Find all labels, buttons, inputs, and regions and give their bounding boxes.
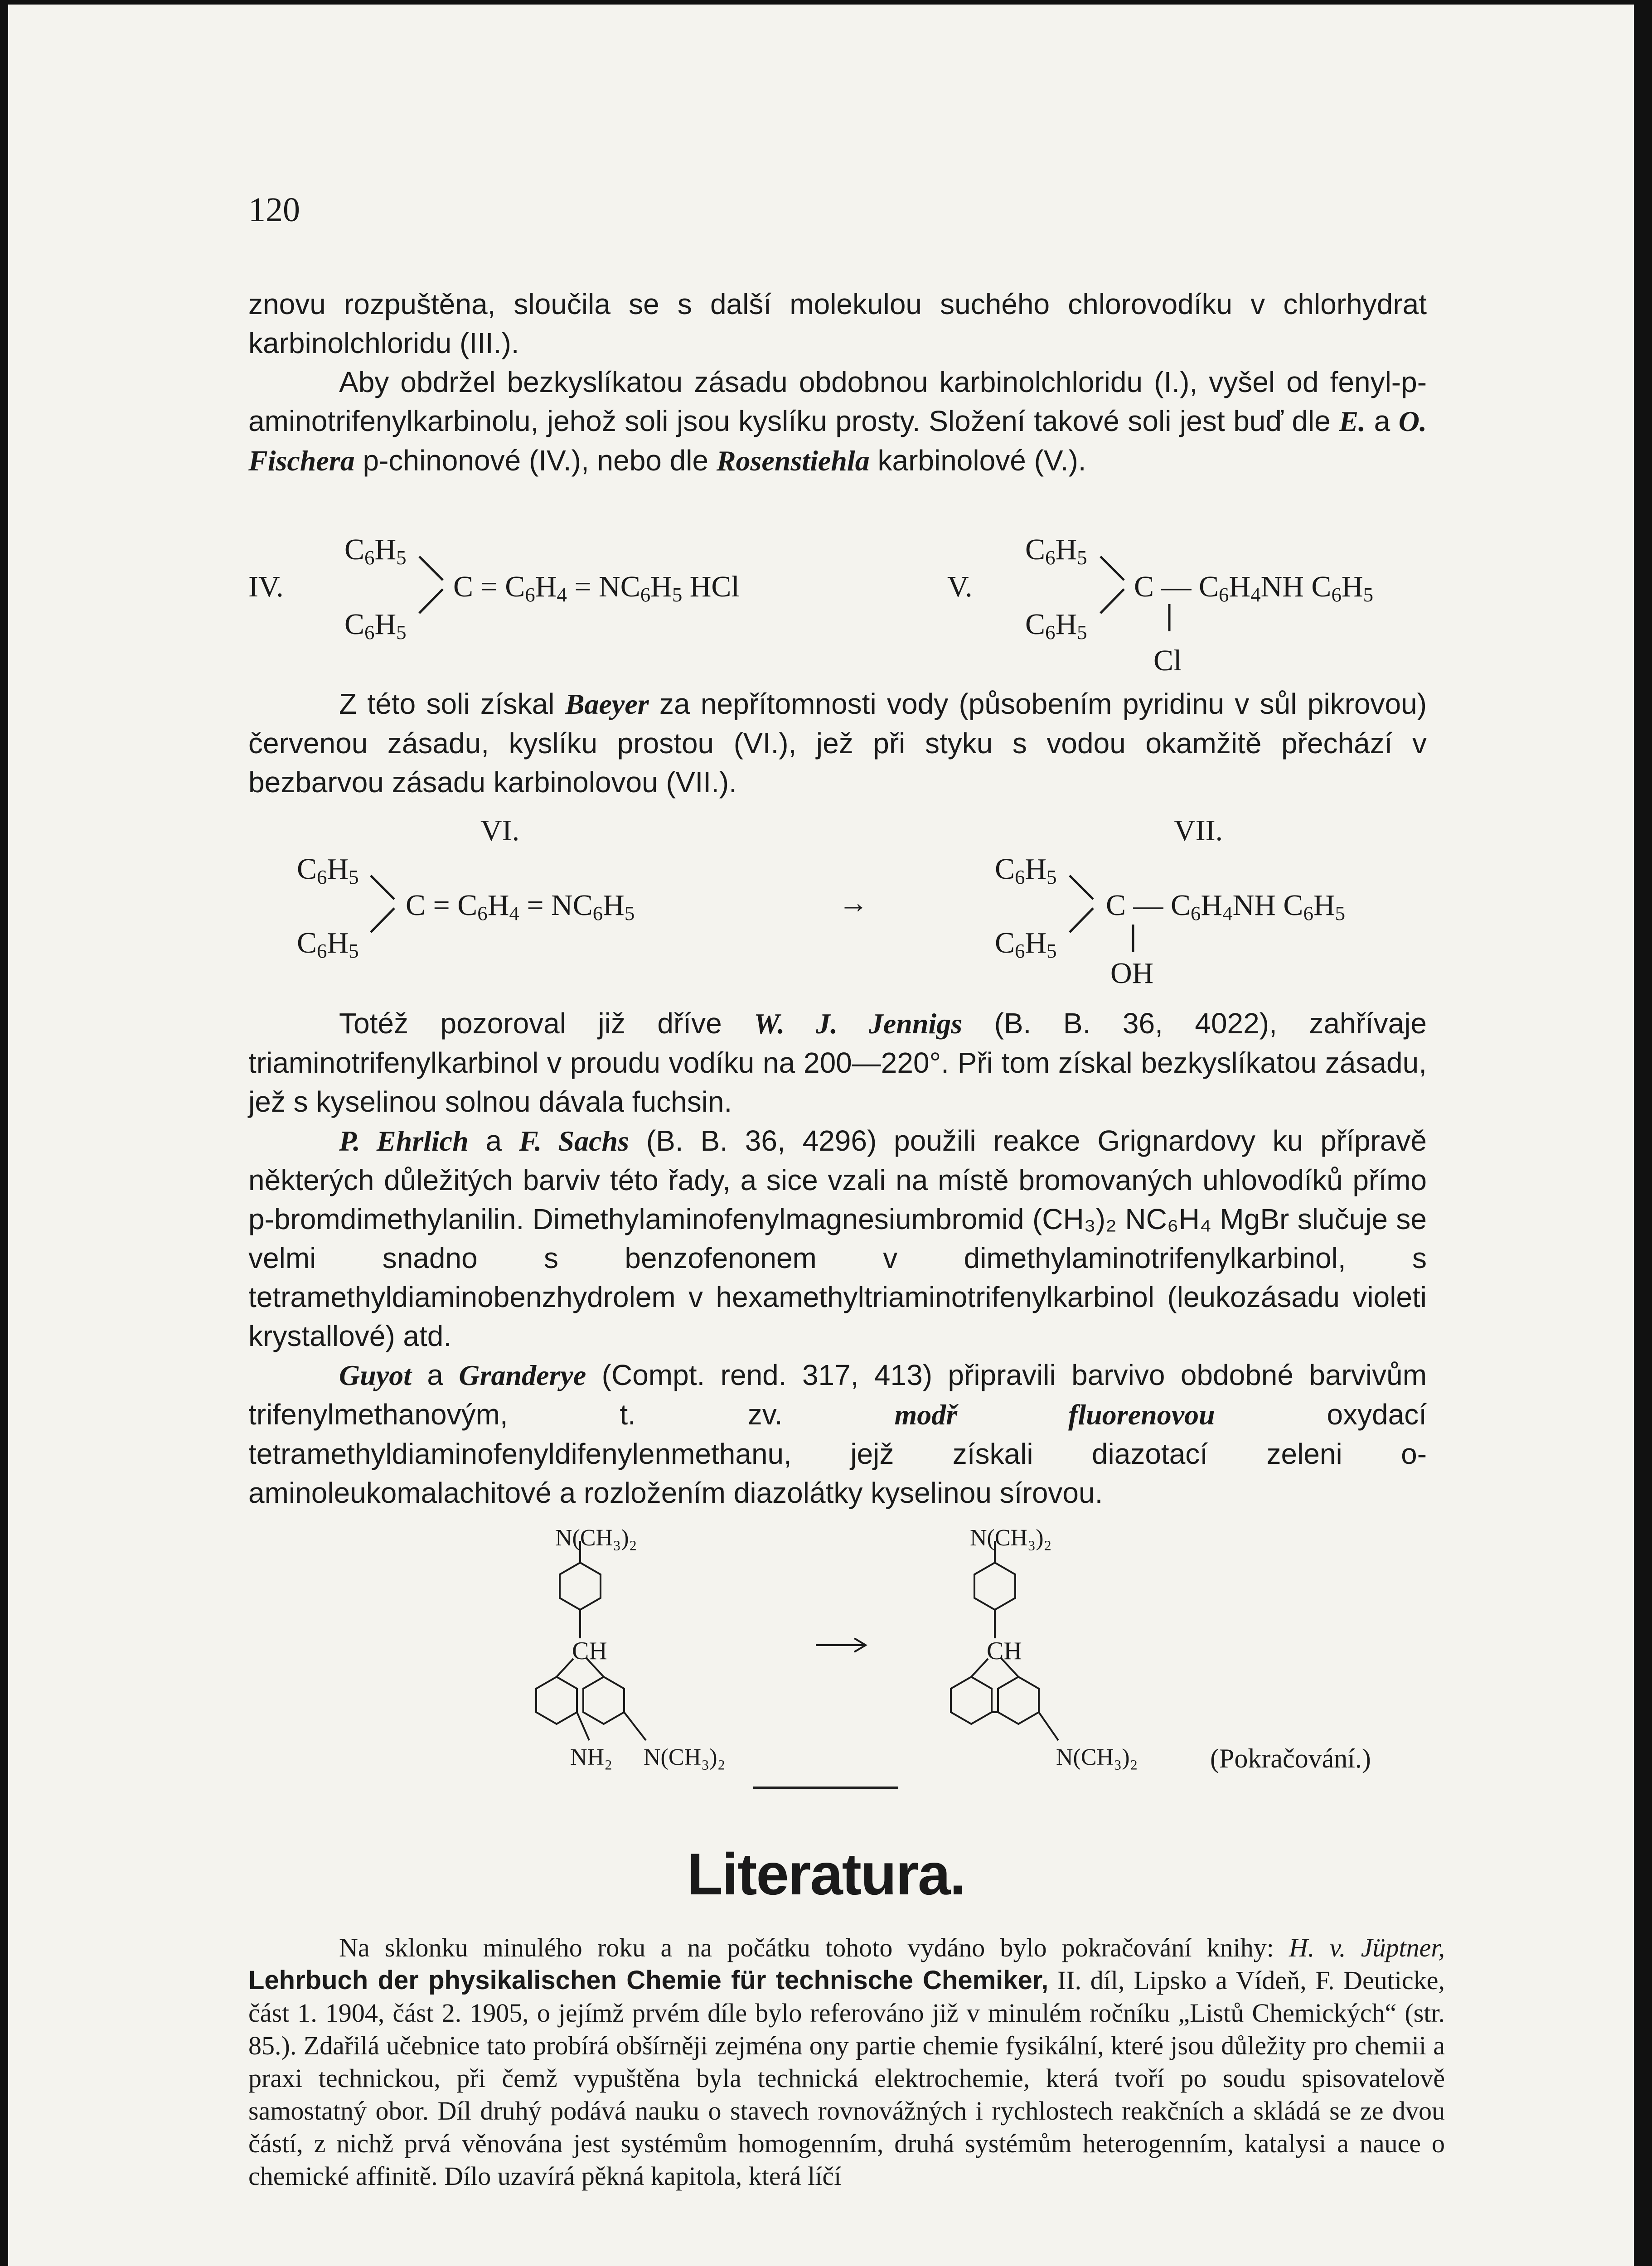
dimethylamino-label: N(CH₃)₂ (555, 1525, 637, 1551)
bond-lines (415, 552, 451, 620)
dimethylamino-label: N(CH₃)₂ (1056, 1744, 1138, 1770)
book-author: H. v. Jüptner, (1289, 1933, 1445, 1962)
phenyl-group: $C_6H_5$ (297, 926, 359, 963)
formula-v-body: C — $C_6H_4NH$ $C_6H_5$ (1134, 570, 1373, 606)
text-block-1 (248, 285, 1427, 480)
ch-label: CH (987, 1637, 1022, 1665)
formula-vi-body: $C = C_6H_4 = NC_6H_5$ (406, 889, 635, 925)
continued-note: (Pokračování.) (1210, 1743, 1371, 1773)
reaction-arrow: → (838, 886, 868, 920)
ch-label: CH (572, 1637, 607, 1665)
formula-label-v: V. (947, 570, 973, 603)
phenyl-group: $C_6H_5$ (344, 533, 407, 569)
author-name: E. (1339, 405, 1366, 437)
bond-lines (1065, 871, 1101, 939)
author-name: W. J. Jennigs (754, 1007, 963, 1040)
section-divider (753, 1787, 898, 1789)
author-name: Baeyer (565, 688, 649, 720)
author-name: F. Sachs (518, 1125, 629, 1157)
page-number: 120 (248, 191, 300, 229)
bond-line (1165, 602, 1174, 634)
author-name: Rosenstiehla (716, 445, 870, 477)
amino-label: NH₂ (570, 1744, 613, 1770)
paragraph-2: Aby obdržel bezkyslíkatou zásadu obdobnou karbinolchloridu (I.), vyšel od fenyl-p-aminotrifenylkarbinolu, jehož soli jsou kyslíku prosty. Složení takové soli jest buď dle E. a O. Fischera p-chinonové (IV.), nebo dle Rosenstiehla karbinolové (V.). (248, 366, 1427, 477)
literature-text (248, 1932, 1445, 2193)
dye-name: modř fluorenovou (894, 1399, 1215, 1431)
author-name: Granderye (459, 1359, 586, 1391)
author-name: Guyot (339, 1359, 412, 1391)
paragraph-3: Z této soli získal Baeyer za nepřítomnosti vody (působením pyridinu v sůl pikrovou) červenou zásadu, kyslíku prostou (VI.), jež při styku s vodou okamžitě přechází v bezbarvou zásadu karbinolovou (VII.). (248, 688, 1427, 799)
paragraph-1: znovu rozpuštěna, sloučila se s další molekulou suchého chlorovodíku v chlorhydrat karbinolchloridu (III.). (248, 288, 1427, 359)
phenyl-group: $C_6H_5$ (1025, 533, 1087, 569)
phenyl-group: $C_6H_5$ (995, 926, 1057, 963)
hydroxyl: OH (1110, 957, 1154, 990)
section-title: Literatura. (687, 1841, 965, 1907)
formula-label-vii: VII. (1174, 814, 1223, 847)
paragraph-4: Totéž pozoroval již dříve W. J. Jennigs (B. B. 36, 4022), zahřívaje triaminotrifenylkarbinol v proudu vodíku na 200—220°. Při tom získal bezkyslíkatou zásadu, jež s kyselinou solnou dávala fuchsin. (248, 1007, 1427, 1118)
dimethylamino-label: N(CH₃)₂ (970, 1525, 1052, 1551)
author-name: P. Ehrlich (339, 1125, 469, 1157)
text-block-2 (248, 684, 1427, 802)
bond-lines (1096, 552, 1132, 620)
dimethylamino-label: N(CH₃)₂ (644, 1744, 726, 1770)
formula-label-vi: VI. (480, 814, 520, 847)
phenyl-group: $C_6H_5$ (1025, 608, 1087, 644)
chlorine: Cl (1153, 644, 1182, 677)
formula-label-iv: IV. (248, 570, 284, 603)
author-name: O. Fischera (248, 405, 1427, 477)
bond-line (1129, 922, 1138, 954)
bond-lines (366, 871, 402, 939)
formula-vii-body: C — $C_6H_4NH$ $C_6H_5$ (1106, 889, 1345, 925)
literature-paragraph: Na sklonku minulého roku a na počátku tohoto vydáno bylo pokračování knihy: H. v. Jüptner, Lehrbuch der physikalischen Chemie für technische Chemiker, II. díl, Lipsko a Vídeň, F. Deuticke, část 1. 1904, část 2. 1905, o jejímž prvém díle bylo referováno již v minulém ročníku „Listů Chemických“ (str. 85.). Zdařilá učebnice tato probírá obšírněji zejména ony partie chemie fysikální, které jsou důležity pro chemii a praxi technickou, při čemž vypuštěna byla technická elektrochemie, která tvoří po soudu spisovatelově samostatný obor. Díl druhý podává nauku o stavech rovnovážných i rychlostech reakčních a skládá se ze dvou částí, z nichž prvá věnována jest systémům homogenním, druhá systémům heterogenním, katalysi a nauce o chemické affinitě. Dílo uzavírá pěkná kapitola, která líčí (248, 1933, 1445, 2191)
formula-iv-body: $C = C_6H_4 = NC_6H_5$ HCl (453, 570, 740, 606)
phenyl-group: $C_6H_5$ (297, 852, 359, 889)
paragraph-5: P. Ehrlich a F. Sachs (B. B. 36, 4296) použili reakce Grignardovy ku přípravě některých důležitých barviv této řady, a sice vzali na místě bromovaných uhlovodíků přímo p-bromdimethylanilin. Dimethylaminofenylmagnesiumbromid (CH₃)₂ NC₆H₄ MgBr slučuje se velmi snadno s benzofenonem v dimethylaminotrifenylkarbinol, s tetramethyldiaminobenzhydrolem v hexamethyltriaminotrifenylkarbinol (leukozásadu violeti krystallové) atd. (248, 1124, 1427, 1352)
book-title: Lehrbuch der physikalischen Chemie für technische Chemiker, (248, 1966, 1049, 1995)
phenyl-group: $C_6H_5$ (344, 608, 407, 644)
phenyl-group: $C_6H_5$ (995, 852, 1057, 889)
paragraph-6: Guyot a Granderye (Compt. rend. 317, 413) připravili barvivo obdobné barvivům trifenylmethanovým, t. zv. modř fluorenovou oxydací tetramethyldiaminofenyldifenylenmethanu, jejž získali diazotací zeleni o-aminoleukomalachitové a rozložením diazolátky kyselinou sírovou. (248, 1359, 1427, 1509)
text-block-3 (248, 1004, 1427, 1512)
